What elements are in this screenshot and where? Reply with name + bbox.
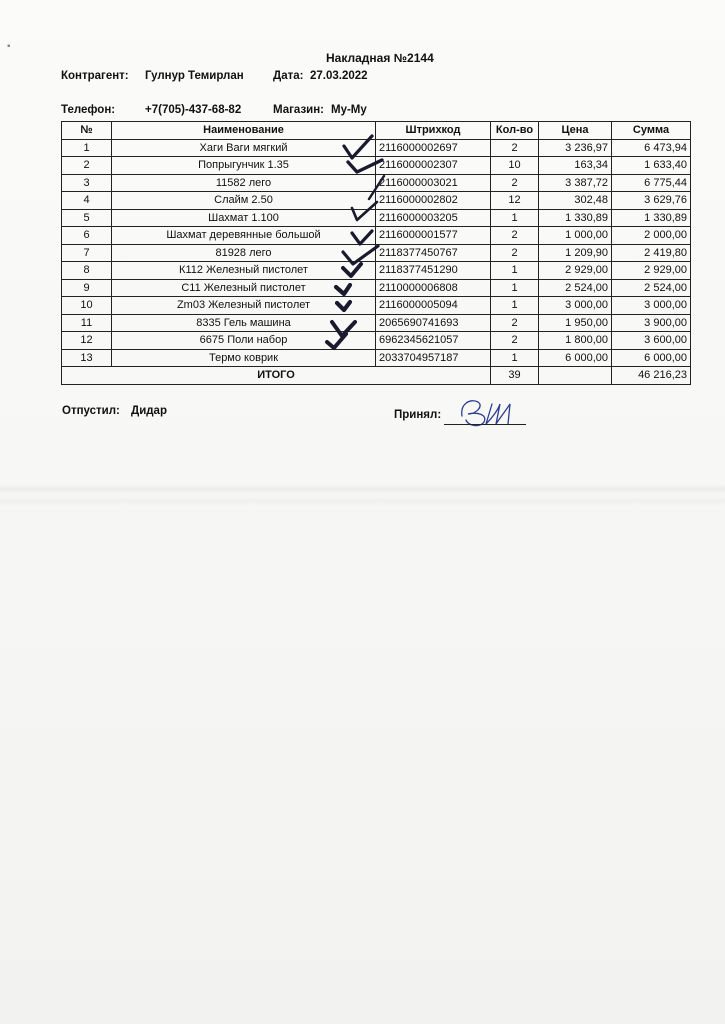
total-empty-cell [539, 367, 612, 385]
cell-number: 5 [62, 209, 112, 227]
cell-qty: 2 [491, 314, 539, 332]
shop-value: Му-Му [331, 104, 367, 116]
cell-number: 6 [62, 227, 112, 245]
counterparty-value: Гулнур Темирлан [145, 70, 244, 82]
cell-barcode: 2116000003021 [376, 174, 491, 192]
cell-sum: 6 000,00 [612, 349, 691, 367]
cell-name: Шахмат 1.100 [112, 209, 376, 227]
cell-price: 302,48 [539, 192, 612, 210]
released-by: Дидар [131, 405, 167, 417]
cell-barcode: 2118377450767 [376, 244, 491, 262]
cell-number: 13 [62, 349, 112, 367]
cell-price: 2 524,00 [539, 279, 612, 297]
cell-barcode: 2116000003205 [376, 209, 491, 227]
cell-qty: 2 [491, 174, 539, 192]
cell-barcode: 2116000005094 [376, 297, 491, 315]
cell-price: 1 209,90 [539, 244, 612, 262]
table-row [62, 139, 691, 157]
cell-name: Хаги Ваги мягкий [112, 139, 376, 157]
cell-price: 3 000,00 [539, 297, 612, 315]
cell-barcode: 2116000002802 [376, 192, 491, 210]
cell-barcode: 2118377451290 [376, 262, 491, 280]
cell-price: 1 000,00 [539, 227, 612, 245]
cell-price: 1 800,00 [539, 332, 612, 350]
paper-crease [0, 496, 725, 506]
cell-price: 163,34 [539, 157, 612, 175]
cell-barcode: 2110000006808 [376, 279, 491, 297]
cell-price: 3 387,72 [539, 174, 612, 192]
table-row [62, 349, 691, 367]
table-row [62, 192, 691, 210]
cell-number: 8 [62, 262, 112, 280]
col-header-sum: Сумма [612, 122, 691, 140]
cell-barcode: 2065690741693 [376, 314, 491, 332]
table-row [62, 227, 691, 245]
table-row [62, 244, 691, 262]
cell-number: 12 [62, 332, 112, 350]
table-row [62, 297, 691, 315]
cell-qty: 2 [491, 139, 539, 157]
cell-sum: 6 473,94 [612, 139, 691, 157]
cell-name: 6675 Поли набор [112, 332, 376, 350]
col-header-qty: Кол-во [491, 122, 539, 140]
cell-qty: 1 [491, 209, 539, 227]
cell-price: 6 000,00 [539, 349, 612, 367]
released-label: Отпустил: [62, 405, 120, 417]
cell-barcode: 2116000001577 [376, 227, 491, 245]
phone-label: Телефон: [61, 104, 116, 116]
cell-number: 10 [62, 297, 112, 315]
cell-qty: 1 [491, 297, 539, 315]
cell-number: 3 [62, 174, 112, 192]
cell-qty: 2 [491, 227, 539, 245]
paper-crease [0, 484, 725, 494]
cell-name: Zm03 Железный пистолет [112, 297, 376, 315]
cell-name: С11 Железный пистолет [112, 279, 376, 297]
cell-name: Слайм 2.50 [112, 192, 376, 210]
cell-qty: 1 [491, 262, 539, 280]
signature-line [444, 424, 526, 425]
cell-sum: 3 000,00 [612, 297, 691, 315]
phone-value: +7(705)-437-68-82 [145, 104, 242, 116]
items-table [61, 121, 691, 385]
cell-sum: 3 900,00 [612, 314, 691, 332]
table-row [62, 279, 691, 297]
cell-sum: 6 775,44 [612, 174, 691, 192]
cell-price: 3 236,97 [539, 139, 612, 157]
cell-price: 1 950,00 [539, 314, 612, 332]
table-row [62, 332, 691, 350]
cell-sum: 2 929,00 [612, 262, 691, 280]
cell-qty: 1 [491, 279, 539, 297]
cell-price: 2 929,00 [539, 262, 612, 280]
cell-barcode: 6962345621057 [376, 332, 491, 350]
cell-number: 7 [62, 244, 112, 262]
cell-name: 81928 лего [112, 244, 376, 262]
table-row [62, 174, 691, 192]
cell-qty: 1 [491, 349, 539, 367]
cell-barcode: 2116000002307 [376, 157, 491, 175]
date-value: 27.03.2022 [310, 70, 368, 82]
cell-name: К112 Железный пистолет [112, 262, 376, 280]
cell-number: 2 [62, 157, 112, 175]
total-sum: 46 216,23 [612, 367, 691, 385]
counterparty-label: Контрагент: [61, 70, 129, 82]
total-label: ИТОГО [62, 367, 491, 385]
shop-label: Магазин: [273, 104, 325, 116]
table-row [62, 262, 691, 280]
cell-sum: 2 000,00 [612, 227, 691, 245]
cell-sum: 3 600,00 [612, 332, 691, 350]
table-row [62, 209, 691, 227]
col-header-number: № [62, 122, 112, 140]
col-header-barcode: Штрихкод [376, 122, 491, 140]
cell-number: 1 [62, 139, 112, 157]
received-label: Принял: [394, 409, 442, 421]
cell-qty: 12 [491, 192, 539, 210]
document-title: Накладная №2144 [326, 51, 434, 65]
cell-qty: 2 [491, 332, 539, 350]
total-qty: 39 [491, 367, 539, 385]
total-row [62, 367, 691, 385]
cell-name: Термо коврик [112, 349, 376, 367]
cell-sum: 3 629,76 [612, 192, 691, 210]
cell-qty: 10 [491, 157, 539, 175]
cell-qty: 2 [491, 244, 539, 262]
table-row [62, 314, 691, 332]
cell-price: 1 330,89 [539, 209, 612, 227]
cell-sum: 1 330,89 [612, 209, 691, 227]
cell-sum: 2 524,00 [612, 279, 691, 297]
col-header-name: Наименование [112, 122, 376, 140]
table-row [62, 157, 691, 175]
cell-sum: 2 419,80 [612, 244, 691, 262]
cell-number: 9 [62, 279, 112, 297]
cell-number: 4 [62, 192, 112, 210]
cell-name: 8335 Гель машина [112, 314, 376, 332]
scan-speck: ▪ [7, 41, 11, 52]
table-header-row [62, 122, 691, 140]
cell-barcode: 2033704957187 [376, 349, 491, 367]
col-header-price: Цена [539, 122, 612, 140]
date-label: Дата: [273, 70, 304, 82]
cell-barcode: 2116000002697 [376, 139, 491, 157]
cell-number: 11 [62, 314, 112, 332]
cell-name: Шахмат деревянные большой [112, 227, 376, 245]
cell-sum: 1 633,40 [612, 157, 691, 175]
cell-name: Попрыгунчик 1.35 [112, 157, 376, 175]
cell-name: 11582 лего [112, 174, 376, 192]
